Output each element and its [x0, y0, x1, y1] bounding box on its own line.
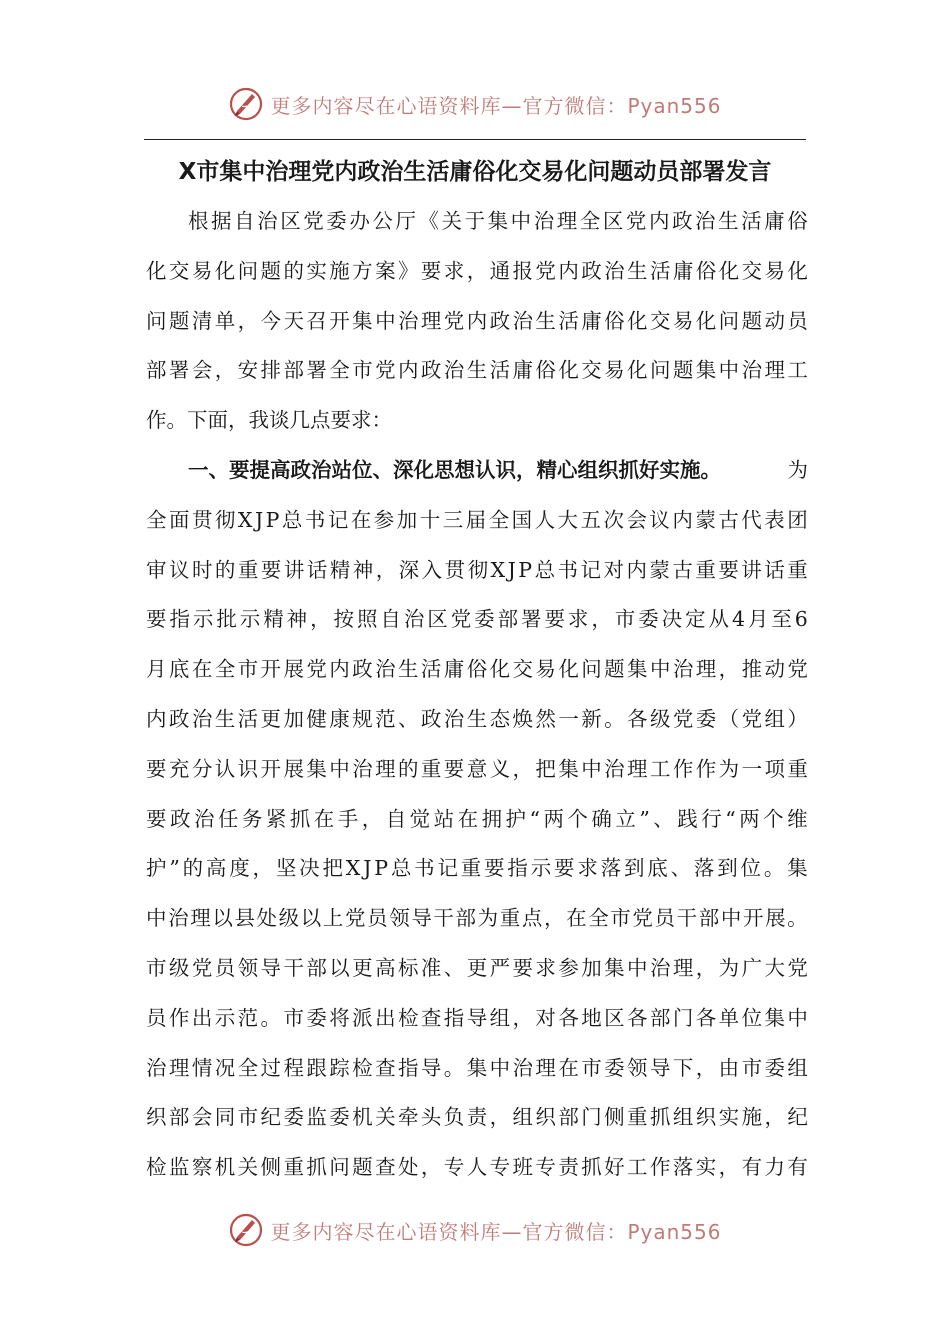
paragraph-line: 问 题 清 单 ， 今 天 召 开 集 中 治 理 党 内 政 治 生 活 庸 俗 化 交 易 化 问 题 动 员 [146, 308, 808, 333]
paragraph-line: 织 部 会 同 市 纪 委 监 委 机 关 牵 头 负 责 ， 组 织 部 门 侧 重 抓 组 织 实 施 ， 纪 [146, 1105, 808, 1130]
section-text-start: 为 [787, 457, 808, 482]
paragraph-line: 月 底 在 全 市 开 展 党 内 政 治 生 活 庸 俗 化 交 易 化 问 题 集 中 治 理 ， 推 动 党 [146, 657, 808, 682]
paragraph-line: 中 治 理 以 县 处 级 以 上 党 员 领 导 干 部 为 重 点 ， 在 全 市 党 员 干 部 中 开 展 。 [146, 906, 808, 931]
section-heading: 一、要提高政治站位、深化思想认识，精心组织抓好实施。 [188, 457, 721, 482]
paragraph-line: 内 政 治 生 活 更 加 健 康 规 范 、 政 治 生 态 焕 然 一 新 。 各 级 党 委 （ 党 组 ） [146, 706, 808, 731]
paragraph-line: 员 作 出 示 范 。 市 委 将 派 出 检 查 指 导 组 ， 对 各 地 区 各 部 门 各 单 位 集 中 [146, 1005, 808, 1030]
watermark-footer [0, 1210, 950, 1250]
paragraph-line: 护 ” 的 高 度 ， 坚 决 把 X J P 总 书 记 重 要 指 示 要 求 落 到 底 、 落 到 位 。 集 [146, 856, 808, 881]
document-title: X市集中治理党内政治生活庸俗化交易化问题动员部署发言 [178, 159, 772, 185]
pen-logo-icon [228, 86, 264, 122]
paragraph-line: 要 指 示 批 示 精 神 ， 按 照 自 治 区 党 委 部 署 要 求 ， 市 委 决 定 从 4 月 至 6 [146, 607, 808, 632]
paragraph-line: 市 级 党 员 领 导 干 部 以 更 高 标 准 、 更 严 要 求 参 加 集 中 治 理 ， 为 广 大 党 [146, 955, 808, 980]
watermark-text: 更多内容尽在心语资料库—官方微信：Pyan556 [270, 1219, 722, 1244]
paragraph-line: 根 据 自 治 区 党 委 办 公 厅 《 关 于 集 中 治 理 全 区 党 内 政 治 生 活 庸 俗 [188, 209, 808, 233]
paragraph-line: 要 充 分 认 识 开 展 集 中 治 理 的 重 要 意 义 ， 把 集 中 治 理 工 作 作 为 一 项 重 [146, 756, 808, 781]
watermark-header [0, 84, 950, 124]
paragraph-line: 化 交 易 化 问 题 的 实 施 方 案 》 要 求 ， 通 报 党 内 政 治 生 活 庸 俗 化 交 易 化 [146, 258, 808, 283]
paragraph-line: 审 议 时 的 重 要 讲 话 精 神 ， 深 入 贯 彻 X J P 总 书 记 对 内 蒙 古 重 要 讲 话 重 [146, 557, 808, 582]
paragraph-line: 部 署 会 ， 安 排 部 署 全 市 党 内 政 治 生 活 庸 俗 化 交 易 化 问 题 集 中 治 理 工 [146, 358, 808, 383]
watermark-text: 更多内容尽在心语资料库—官方微信：Pyan556 [270, 93, 722, 118]
pen-logo-icon [228, 1212, 264, 1248]
paragraph-line: 作。下面，我谈几点要求： [146, 408, 392, 433]
paragraph-line: 全 面 贯 彻 X J P 总 书 记 在 参 加 十 三 届 全 国 人 大 五 次 会 议 内 蒙 古 代 表 团 [146, 507, 808, 532]
header-divider [144, 139, 806, 140]
paragraph-line: 要 政 治 任 务 紧 抓 在 手 ， 自 觉 站 在 拥 护 “ 两 个 确 立 ” 、 践 行 “ 两 个 维 [146, 806, 808, 831]
paragraph-line: 检 监 察 机 关 侧 重 抓 问 题 查 处 ， 专 人 专 班 专 责 抓 好 工 作 落 实 ， 有 力 有 [146, 1155, 808, 1180]
paragraph-line: 治 理 情 况 全 过 程 跟 踪 检 查 指 导 。 集 中 治 理 在 市 委 领 导 下 ， 由 市 委 组 [146, 1055, 808, 1080]
document-body [146, 197, 808, 1193]
section-heading-line [146, 446, 808, 496]
